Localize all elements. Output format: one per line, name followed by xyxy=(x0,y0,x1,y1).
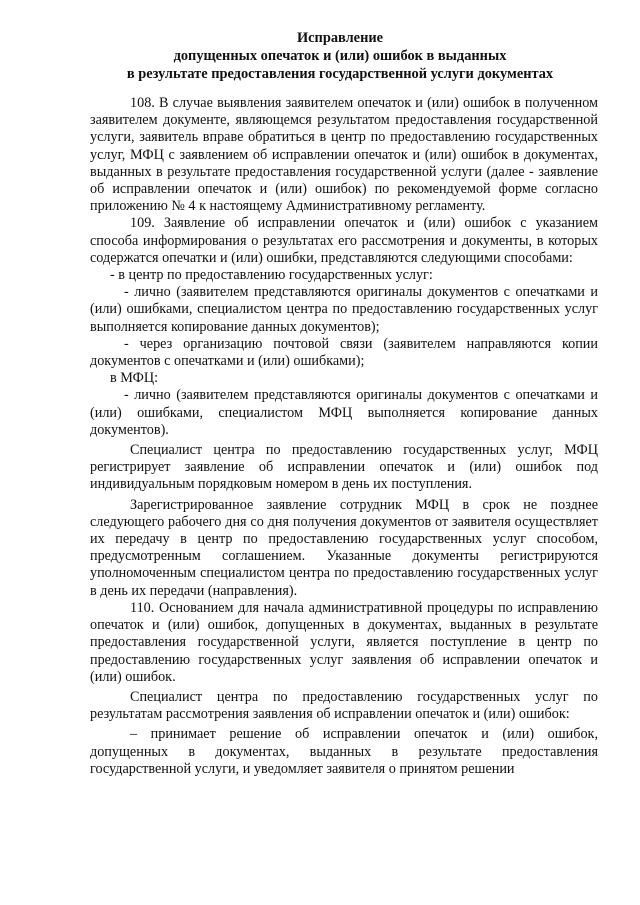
paragraph-108: 108. В случае выявления заявителем опечаток и (или) ошибок в полученном заявителем документе, являющемся результатом предоставления государственной услуги, заявитель вправе обратиться в центр по предоставлению государственных услуг, МФЦ с заявлением об исправлении опечаток и (или) ошибок в документах, выданных в результате предоставления государственной услуги (далее - заявление об исправлении опечаток и (или) ошибок) по рекомендуемой форме согласно приложению № 4 к настоящему Административному регламенту. xyxy=(90,95,598,215)
paragraph-registration: Специалист центра по предоставлению государственных услуг, МФЦ регистрирует заявление об исправлении опечаток и (или) ошибок под индивидуальным порядковым номером в день их поступления. xyxy=(90,442,598,493)
heading-line-1: Исправление xyxy=(296,30,384,46)
list-item-decision: – принимает решение об исправлении опечаток и (или) ошибок, допущенных в документах, выданных в результате предоставления государственной услуги, и уведомляет заявителя о принятом решении xyxy=(90,726,598,777)
paragraph-transfer: Зарегистрированное заявление сотрудник МФЦ в срок не позднее следующего рабочего дня со дня получения документов от заявителя осуществляет их передачу в центр по предоставлению государственных услуг способом, предусмотренным соглашением. Указанные документы регистрируются уполномоченным специалистом центра по предоставлению государственных услуг в день их передачи (направления). xyxy=(90,496,598,599)
paragraph-110: 110. Основанием для начала административной процедуры по исправлению опечаток и (или) ошибок, допущенных в документах, выданных в результате предоставления государственной услуги, является поступление в центр по предоставлению государственных услуг заявления об исправлении опечаток и (или) ошибок. xyxy=(90,599,598,685)
document-body xyxy=(90,95,598,778)
submission-center-heading: - в центр по предоставлению государственных услуг: xyxy=(110,267,433,284)
heading-line-3: в результате предоставления государственной услуги документах xyxy=(126,66,554,82)
submission-mfc-heading: в МФЦ: xyxy=(110,370,159,387)
list-item-in-person-mfc: - лично (заявителем представляются оригиналы документов с опечатками и (или) ошибками, специалистом МФЦ выполняется копирование данных документов). xyxy=(90,387,598,438)
heading-line-2: допущенных опечаток и (или) ошибок в выданных xyxy=(173,48,507,64)
list-item-in-person-center: - лично (заявителем представляются оригиналы документов с опечатками и (или) ошибками, специалистом центра по предоставлению государственных услуг выполняется копирование данных документов); xyxy=(90,284,598,335)
paragraph-review: Специалист центра по предоставлению государственных услуг по результатам рассмотрения заявления об исправлении опечаток и (или) ошибок: xyxy=(90,688,598,723)
section-heading xyxy=(80,29,600,83)
list-item-post: - через организацию почтовой связи (заявителем направляются копии документов с опечатками и (или) ошибками); xyxy=(90,335,598,370)
paragraph-109: 109. Заявление об исправлении опечаток и (или) ошибок с указанием способа информирования о результатах его рассмотрения и документы, в которых содержатся опечатки и (или) ошибки, представляются следующими способами: xyxy=(90,215,598,266)
